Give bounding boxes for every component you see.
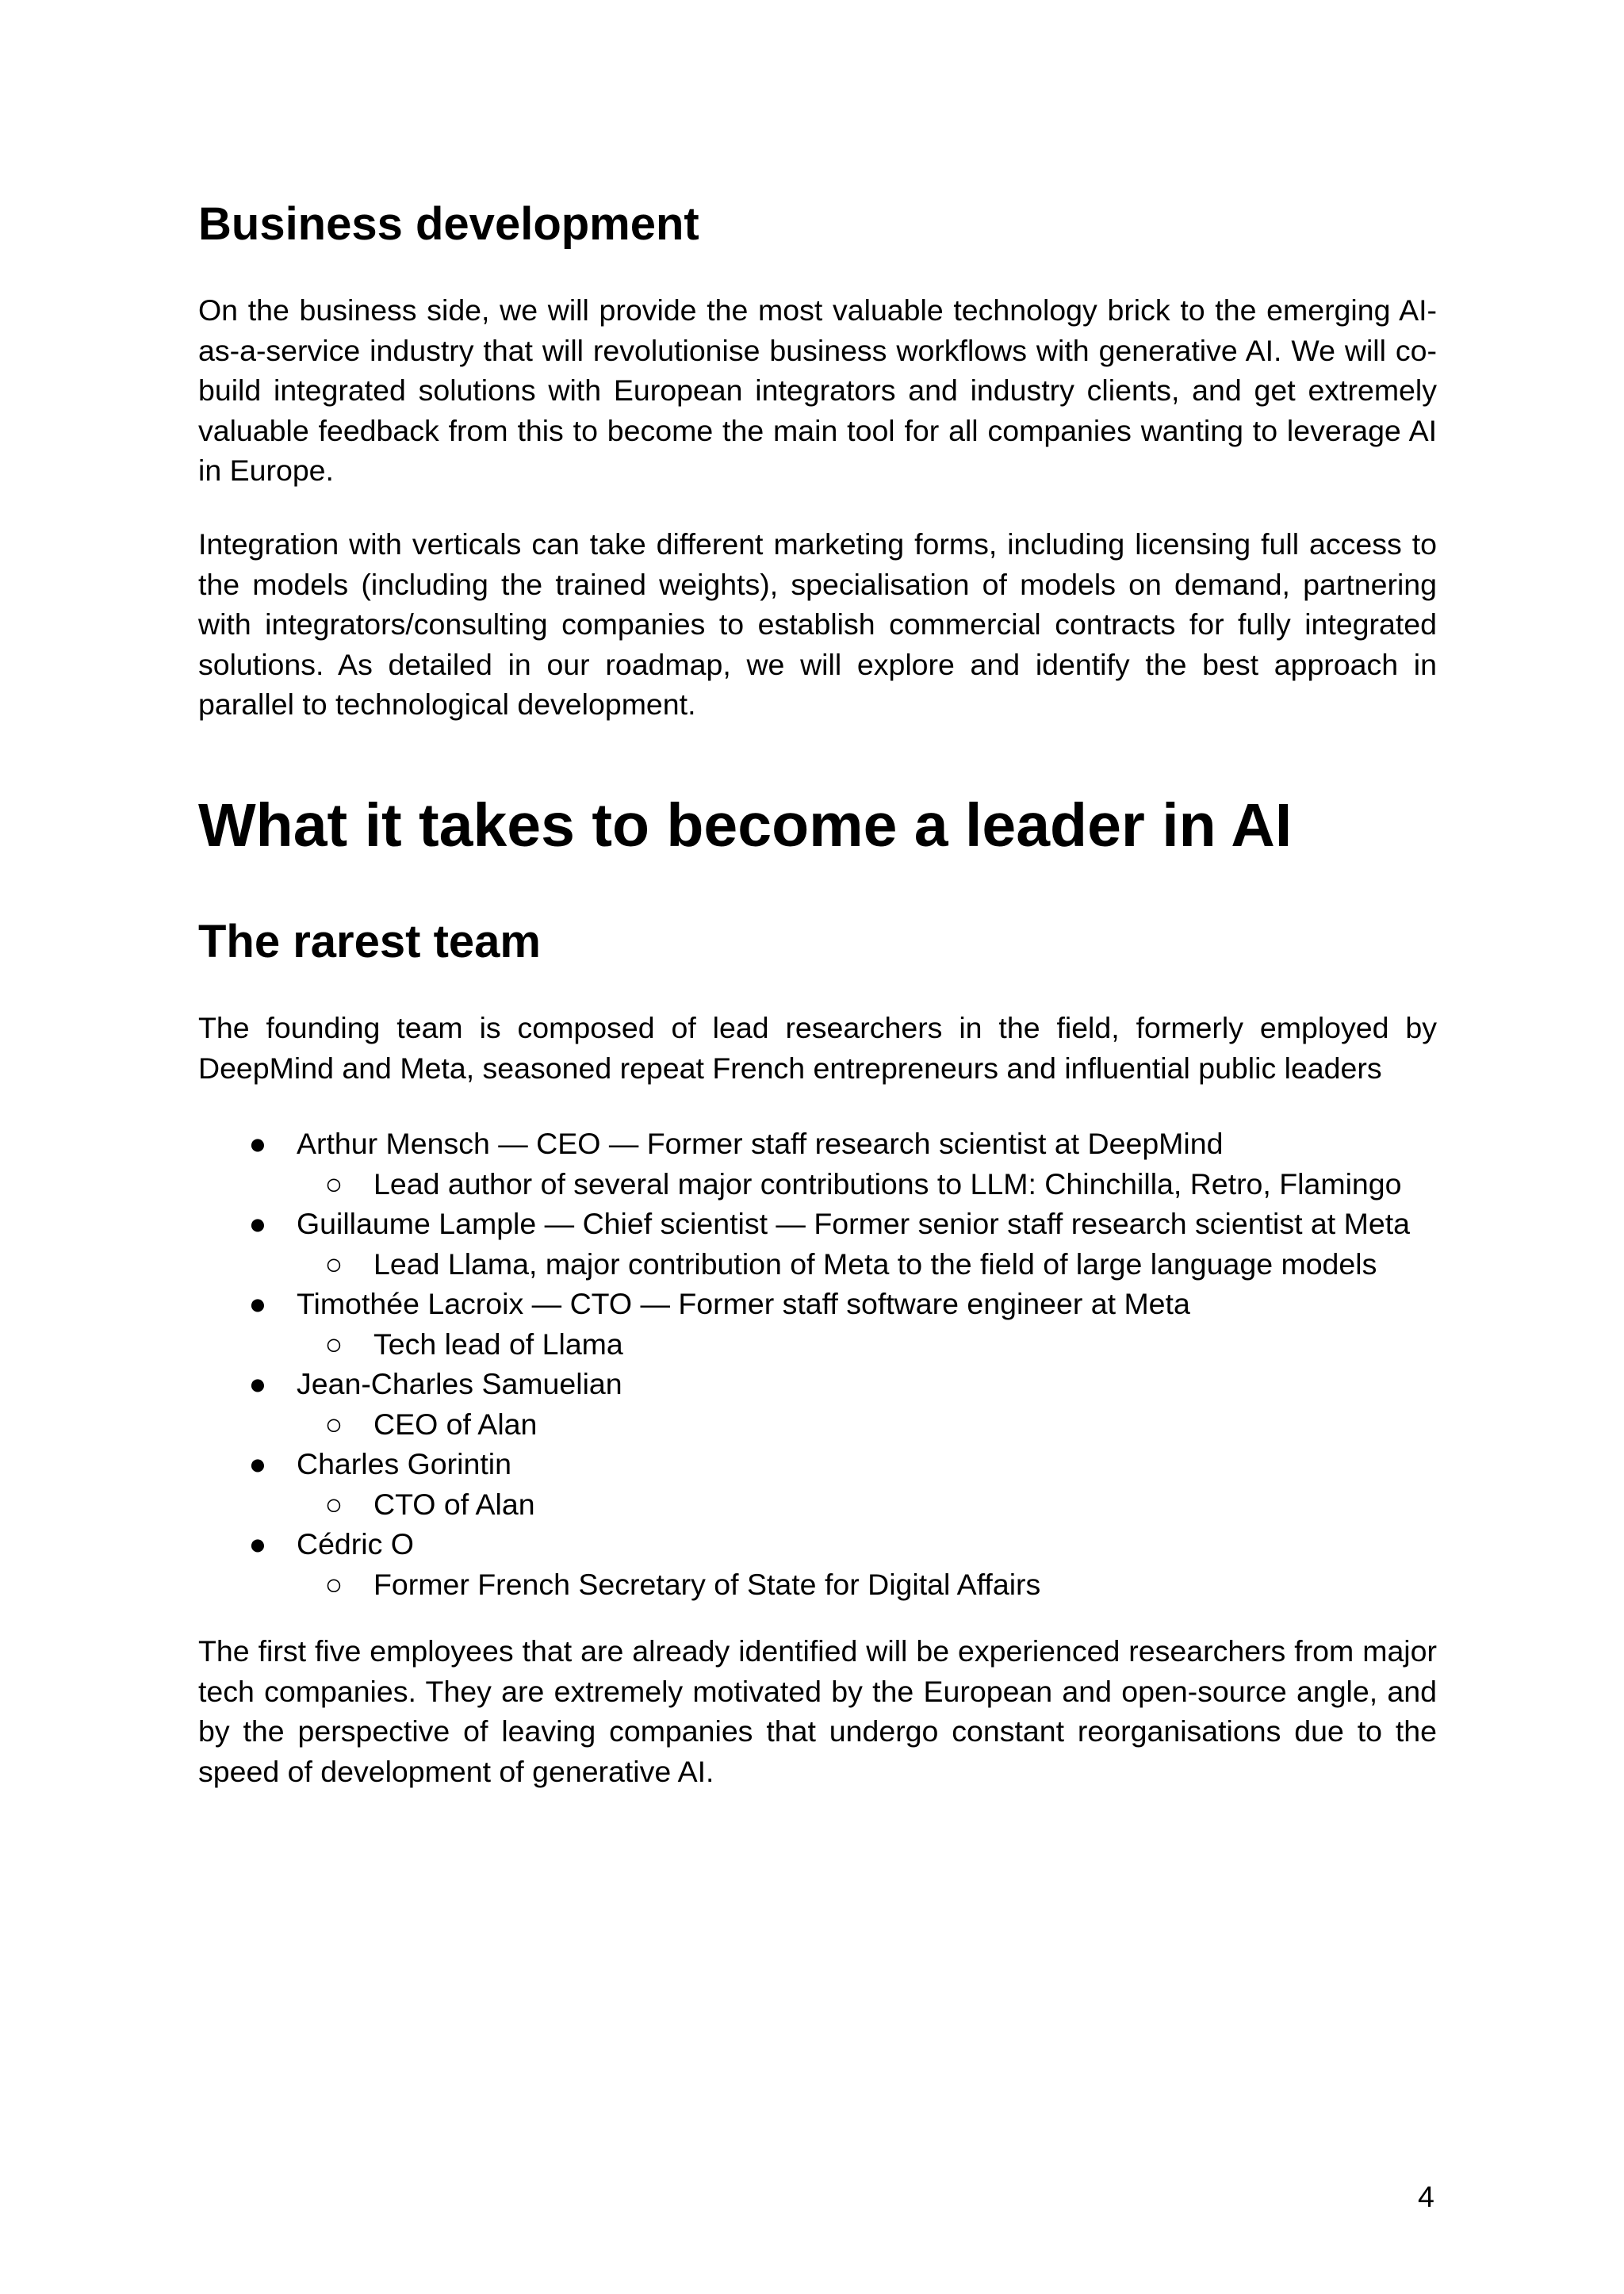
bullet-icon: ● [248,1207,267,1240]
bullet-icon: ● [248,1527,267,1561]
list-item [198,1444,1410,1484]
list-item [198,1524,1410,1564]
sub-bullet-icon: ○ [324,1327,343,1361]
paragraph-team-intro: The founding team is composed of lead researchers in the field, formerly employed by DeepMind and Meta, seasoned repeat French entrepreneurs and influential public leaders [198,1011,1437,1085]
bullet-icon: ● [248,1367,267,1400]
bullet-icon: ● [248,1127,267,1160]
heading-business-development: Business development [198,198,699,250]
list-item [198,1244,1410,1285]
paragraph-team-outro: The first five employees that are already identified will be experienced researchers from major tech companies. They are extremely motivated by the European and open-source angle, and by the perspective of leaving companies that undergo constant reorganisations due to the speed of development of generative AI. [198,1634,1437,1788]
team-member-name: Guillaume Lample — Chief scientist — Former senior staff research scientist at Meta [297,1207,1410,1240]
list-item [198,1324,1410,1365]
sub-bullet-icon: ○ [324,1407,343,1441]
team-member-detail: CTO of Alan [373,1487,535,1521]
team-member-name: Cédric O [297,1527,414,1561]
team-member-detail: CEO of Alan [373,1407,538,1441]
sub-bullet-icon: ○ [324,1487,343,1521]
sub-bullet-icon: ○ [324,1247,343,1281]
list-item [198,1484,1410,1525]
paragraph-business-2: Integration with verticals can take different marketing forms, including licensing full access to the models (including the trained weights), specialisation of models on demand, partnering with integrators/consulting companies to establish commercial contracts for fully integrated solutions. As detailed in our roadmap, we will explore and identify the best approach in parallel to technological development. [198,527,1437,721]
list-item [198,1164,1410,1204]
list-item [198,1564,1410,1605]
team-member-name: Timothée Lacroix — CTO — Former staff software engineer at Meta [297,1287,1190,1320]
team-member-detail: Tech lead of Llama [373,1327,623,1361]
list-item [198,1124,1410,1164]
team-member-name: Charles Gorintin [297,1447,511,1480]
team-member-name: Jean-Charles Samuelian [297,1367,622,1400]
bullet-icon: ● [248,1447,267,1480]
sub-bullet-icon: ○ [324,1567,343,1601]
team-member-detail: Former French Secretary of State for Digital Affairs [373,1567,1041,1601]
sub-bullet-icon: ○ [324,1166,343,1201]
list-item [198,1364,1410,1404]
team-member-detail: Lead Llama, major contribution of Meta to the field of large language models [373,1247,1377,1281]
team-member-detail: Lead author of several major contributions to LLM: Chinchilla, Retro, Flamingo [373,1166,1402,1201]
heading-rarest-team: The rarest team [198,916,541,967]
list-item [198,1204,1410,1244]
paragraph-business-1: On the business side, we will provide the most valuable technology brick to the emerging AI-as-a-service industry that will revolutionise business workflows with generative AI. We will co-build integrated solutions with European integrators and industry clients, and get extremely valuable feedback from this to become the main tool for all companies wanting to leverage AI in Europe. [198,293,1437,487]
bullet-icon: ● [248,1287,267,1320]
list-item [198,1404,1410,1445]
team-member-name: Arthur Mensch — CEO — Former staff research scientist at DeepMind [297,1127,1224,1160]
list-item [198,1284,1410,1324]
team-member-list [198,1124,1410,1604]
heading-leader-in-ai: What it takes to become a leader in AI [198,791,1293,860]
page-number: 4 [1418,2180,1434,2213]
